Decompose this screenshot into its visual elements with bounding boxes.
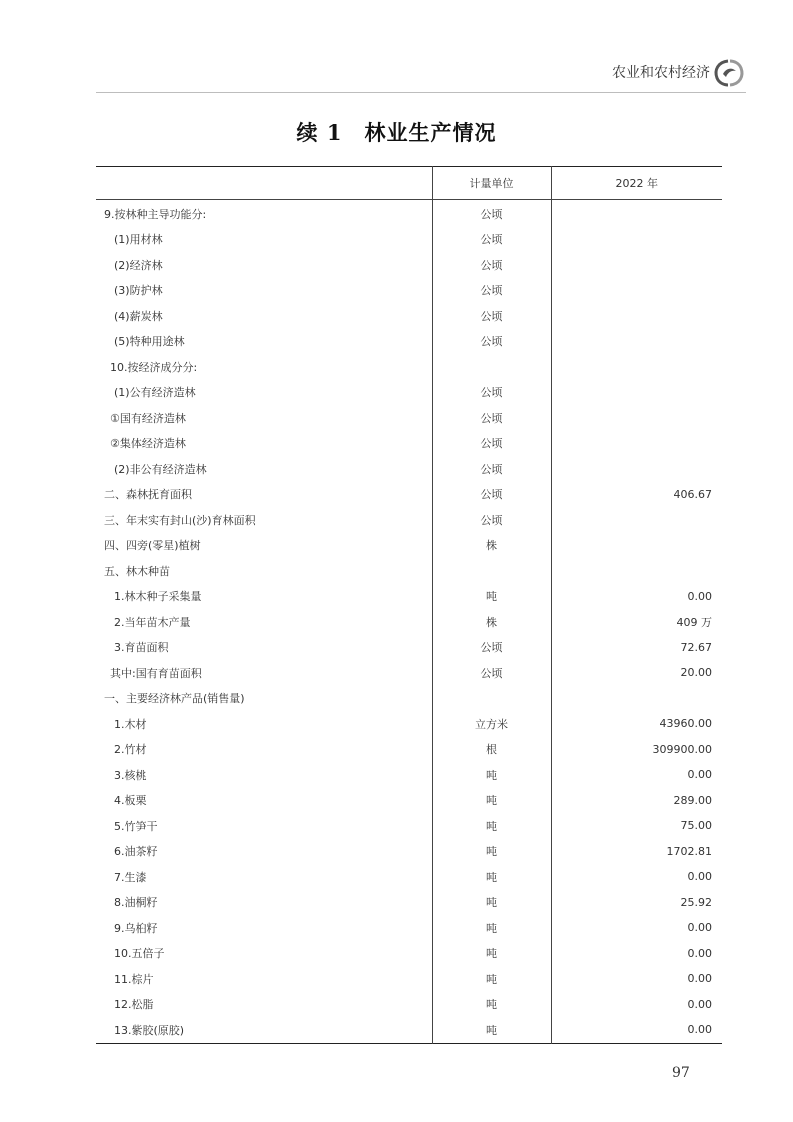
table-row [96,278,722,304]
row-unit: 吨 [432,941,551,967]
header-rule [96,92,746,93]
row-unit: 株 [432,609,551,635]
row-unit: 公顷 [432,431,551,457]
row-value: 0.00 [687,972,712,986]
page-title [0,117,793,147]
row-item: 一、主要经济林产品(销售量) [104,692,245,706]
row-unit: 公顷 [432,507,551,533]
row-value [551,252,722,278]
table-row [96,915,722,941]
page-number: 97 [672,1065,690,1081]
table-row [96,482,722,508]
row-value: 72.67 [680,640,712,654]
row-unit: 公顷 [432,482,551,508]
row-item: 5.竹笋干 [114,819,158,833]
table-row [96,200,722,227]
row-value: 0.00 [687,946,712,960]
table-header-row [96,167,722,200]
row-item: 4.板栗 [114,794,147,808]
title-prefix: 续 1 [296,120,343,145]
title-main: 林业生产情况 [364,120,497,145]
row-value: 0.00 [687,589,712,603]
row-item: 3.核桃 [114,768,147,782]
row-value: 0.00 [687,870,712,884]
row-unit [432,558,551,584]
table-row [96,660,722,686]
header-item [96,167,432,200]
row-unit: 吨 [432,864,551,890]
row-item: (3)防护林 [114,284,163,298]
row-value: 25.92 [680,895,712,909]
row-unit: 立方米 [432,711,551,737]
table-row [96,711,722,737]
row-unit: 公顷 [432,278,551,304]
row-item: 3.育苗面积 [114,641,169,655]
row-unit [432,354,551,380]
row-value: 1702.81 [666,844,712,858]
row-item: 1.木材 [114,717,147,731]
row-item: (5)特种用途林 [114,335,185,349]
table-row [96,609,722,635]
table-row [96,252,722,278]
row-value [551,533,722,559]
row-unit: 公顷 [432,303,551,329]
row-item: 9.乌桕籽 [114,921,158,935]
row-unit: 公顷 [432,227,551,253]
row-value: 43960.00 [659,717,712,731]
row-item: 6.油茶籽 [114,845,158,859]
row-unit: 吨 [432,788,551,814]
table-row [96,380,722,406]
row-item: 1.林木种子采集量 [114,590,202,604]
table-row [96,864,722,890]
row-value [551,380,722,406]
row-unit: 吨 [432,762,551,788]
row-unit: 吨 [432,584,551,610]
row-unit: 公顷 [432,405,551,431]
row-item: 11.棕片 [114,972,154,986]
row-item: 10.五倍子 [114,947,165,961]
table-row [96,584,722,610]
row-value: 0.00 [687,1023,712,1037]
row-unit: 吨 [432,966,551,992]
table-row [96,737,722,763]
row-item: 其中:国有育苗面积 [110,666,202,680]
row-value [551,558,722,584]
table-row [96,941,722,967]
table-row [96,303,722,329]
row-unit: 吨 [432,890,551,916]
row-item: 2.当年苗木产量 [114,615,191,629]
section-header-title: 农业和农村经济 [612,65,710,81]
table-row [96,431,722,457]
row-item: 二、森林抚育面积 [104,488,192,502]
header-unit: 计量单位 [432,167,551,200]
table-row [96,507,722,533]
row-item: ②集体经济造林 [110,437,186,451]
row-value: 75.00 [680,819,712,833]
chapter-logo-icon [712,58,746,88]
forestry-production-table [96,166,722,1044]
row-unit: 公顷 [432,252,551,278]
row-unit: 公顷 [432,456,551,482]
table-row [96,966,722,992]
row-value [551,405,722,431]
row-unit: 株 [432,533,551,559]
row-item: (1)公有经济造林 [114,386,196,400]
row-item: 13.紫胶(原胶) [114,1023,185,1037]
table-row [96,813,722,839]
row-value: 289.00 [673,793,712,807]
row-value [551,278,722,304]
row-value: 0.00 [687,997,712,1011]
row-item: 12.松脂 [114,998,154,1012]
row-item: 四、四旁(零星)植树 [104,539,201,553]
row-unit: 吨 [432,813,551,839]
row-unit: 公顷 [432,329,551,355]
row-unit: 吨 [432,839,551,865]
row-unit: 吨 [432,915,551,941]
row-unit: 公顷 [432,660,551,686]
row-unit: 吨 [432,992,551,1018]
table-row [96,456,722,482]
table-row [96,635,722,661]
row-value: 309900.00 [652,742,712,756]
row-item: ①国有经济造林 [110,411,186,425]
row-item: (4)薪炭林 [114,309,163,323]
row-value [551,431,722,457]
row-item: (1)用材林 [114,233,163,247]
row-value: 0.00 [687,768,712,782]
row-item: (2)经济林 [114,258,163,272]
row-unit: 公顷 [432,200,551,227]
row-value [551,456,722,482]
row-value [551,227,722,253]
row-item: 8.油桐籽 [114,896,158,910]
row-unit: 公顷 [432,635,551,661]
row-value: 406.67 [673,487,712,501]
row-unit: 公顷 [432,380,551,406]
row-unit: 根 [432,737,551,763]
table-row [96,354,722,380]
row-value [551,329,722,355]
row-item: 五、林木种苗 [104,564,170,578]
row-item: 7.生漆 [114,870,147,884]
row-item: 2.竹材 [114,743,147,757]
table-row [96,788,722,814]
table-row [96,558,722,584]
table-row [96,1017,722,1043]
table-row [96,992,722,1018]
row-item: 三、年末实有封山(沙)育林面积 [104,513,256,527]
row-unit: 吨 [432,1017,551,1043]
table-row [96,329,722,355]
table-row [96,839,722,865]
table-row [96,890,722,916]
row-item: 9.按林种主导功能分: [104,207,207,221]
table-row [96,227,722,253]
row-item: 10.按经济成分分: [110,360,198,374]
row-value: 20.00 [680,666,712,680]
table-row [96,405,722,431]
table-row [96,762,722,788]
row-value [551,303,722,329]
row-value [551,507,722,533]
row-value [551,200,722,227]
header-year: 2022 年 [615,177,658,190]
row-value: 0.00 [687,921,712,935]
row-value [551,354,722,380]
row-value [551,686,722,712]
row-value: 409 万 [676,615,712,629]
table-row [96,686,722,712]
table-row [96,533,722,559]
row-item: (2)非公有经济造林 [114,462,207,476]
row-unit [432,686,551,712]
